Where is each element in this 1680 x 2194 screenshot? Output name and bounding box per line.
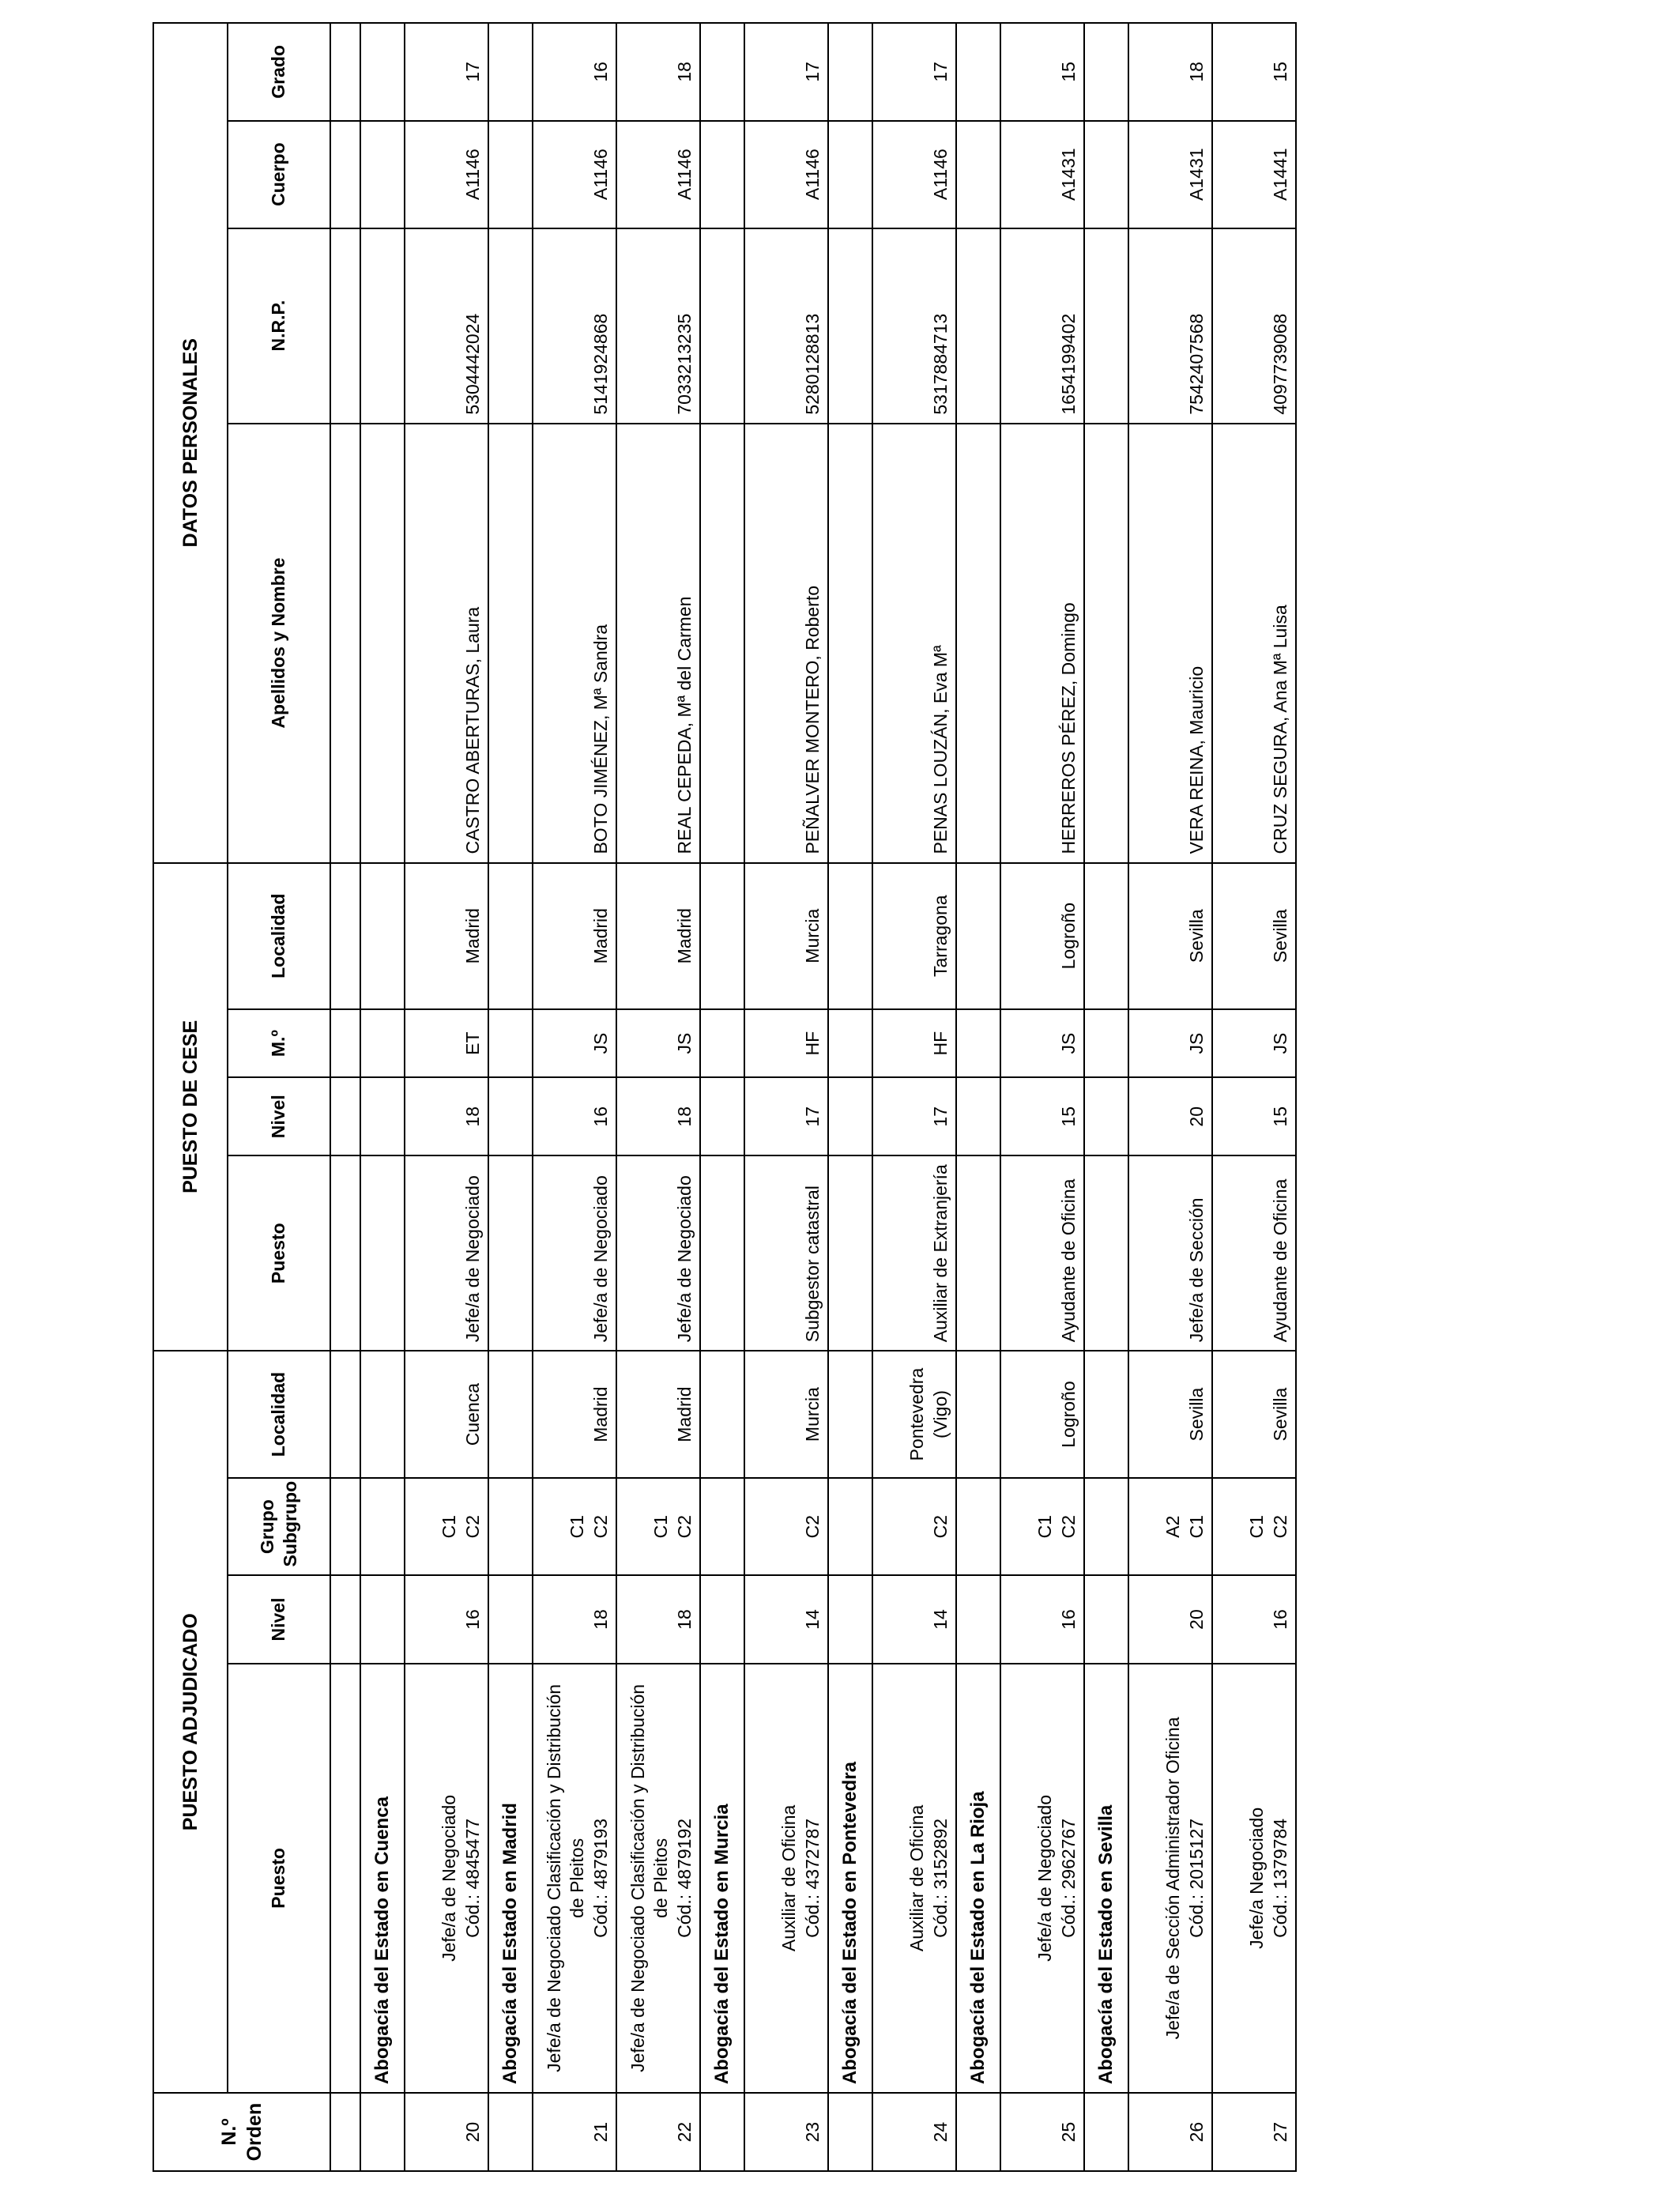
header-cese-nivel: Nivel (228, 1077, 330, 1155)
localidad-cell: Pontevedra (Vigo) (872, 1351, 956, 1478)
section-empty-cell (1084, 863, 1128, 1009)
section-empty-cell (360, 424, 405, 863)
section-empty-cell (1084, 1077, 1128, 1155)
section-empty-cell (700, 1351, 744, 1478)
section-empty-cell (1084, 424, 1128, 863)
nivel-cell: 14 (744, 1575, 828, 1663)
orden-cell: 23 (744, 2093, 828, 2171)
grupo-value: C2 (1057, 1514, 1079, 1539)
header-adj-nivel: Nivel (228, 1575, 330, 1663)
grado-cell: 17 (872, 23, 956, 121)
table-body (330, 23, 1296, 2171)
grado-cell: 16 (533, 23, 616, 121)
table-row (1000, 23, 1084, 2171)
section-empty-cell (1084, 1575, 1128, 1663)
header-group-puesto-adjudicado: PUESTO ADJUDICADO (153, 1351, 228, 2093)
section-row (360, 23, 405, 2171)
cese-localidad-cell: Murcia (744, 863, 828, 1009)
section-empty-cell (828, 23, 872, 121)
section-empty-cell (828, 424, 872, 863)
cuerpo-cell: A1431 (1000, 121, 1084, 228)
cese-m-cell: ET (405, 1009, 488, 1077)
grupo-cell (872, 1478, 956, 1576)
section-empty-cell (488, 1155, 533, 1351)
section-empty-cell (700, 1478, 744, 1576)
section-empty-cell (828, 1155, 872, 1351)
section-empty-cell (956, 1077, 1000, 1155)
nivel-cell: 16 (405, 1575, 488, 1663)
section-empty-cell (488, 1575, 533, 1663)
localidad-cell: Sevilla (1212, 1351, 1296, 1478)
nrp-cell: 5280128813 (744, 228, 828, 424)
table-row (872, 23, 956, 2171)
grupo-value: C1 (567, 1514, 588, 1539)
section-title: Abogacía del Estado en Murcia (700, 1664, 744, 2094)
cese-puesto-cell: Jefe/a de Sección (1128, 1155, 1212, 1351)
header-grado: Grado (228, 23, 330, 121)
section-empty-cell (700, 424, 744, 863)
puesto-name: Jefe/a Negociado (1246, 1807, 1268, 1949)
puesto-name: Jefe/a de Negociado Clasificación y Distribución de Pleitos (543, 1683, 588, 2072)
grupo-value: C2 (590, 1514, 611, 1539)
orden-cell: 22 (616, 2093, 700, 2171)
section-empty-cell (488, 23, 533, 121)
header-cuerpo: Cuerpo (228, 121, 330, 228)
nrp-cell: 4097739068 (1212, 228, 1296, 424)
cuerpo-cell: A1146 (405, 121, 488, 228)
section-title: Abogacía del Estado en La Rioja (956, 1664, 1000, 2094)
section-empty-cell (828, 1478, 872, 1576)
cese-m-cell: HF (872, 1009, 956, 1077)
puesto-code: Cód.: 3152892 (929, 1818, 951, 1938)
nombre-cell: PEÑALVER MONTERO, Roberto (744, 424, 828, 863)
section-empty-cell (700, 23, 744, 121)
cese-localidad-cell: Tarragona (872, 863, 956, 1009)
header-orden: N.º Orden (153, 2093, 330, 2171)
table-row (405, 23, 488, 2171)
puesto-cell (533, 1664, 616, 2094)
grado-cell: 15 (1000, 23, 1084, 121)
puesto-cell (405, 1664, 488, 2094)
grupo-cell (1000, 1478, 1084, 1576)
cese-m-cell: JS (616, 1009, 700, 1077)
header-cese-puesto: Puesto (228, 1155, 330, 1351)
spacer-row (330, 23, 360, 2171)
puesto-code: Cód.: 4879192 (673, 1818, 695, 1938)
cese-nivel-cell: 16 (533, 1077, 616, 1155)
header-adj-grupo: Grupo Subgrupo (228, 1478, 330, 1576)
cese-m-cell: HF (744, 1009, 828, 1077)
cese-m-cell: JS (1212, 1009, 1296, 1077)
puesto-code: Cód.: 2015127 (1185, 1818, 1207, 1938)
puesto-name: Jefe/a de Negociado (1034, 1794, 1056, 1962)
grado-cell: 18 (1128, 23, 1212, 121)
section-empty-cell (488, 228, 533, 424)
section-empty-cell (956, 863, 1000, 1009)
section-empty-cell (488, 863, 533, 1009)
cese-localidad-cell: Madrid (405, 863, 488, 1009)
nivel-cell: 16 (1000, 1575, 1084, 1663)
section-row (700, 23, 744, 2171)
cese-puesto-cell: Jefe/a de Negociado (405, 1155, 488, 1351)
section-title: Abogacía del Estado en Cuenca (360, 1664, 405, 2094)
orden-cell: 27 (1212, 2093, 1296, 2171)
section-empty-cell (360, 1077, 405, 1155)
section-empty-cell (360, 1155, 405, 1351)
puesto-name: Auxiliar de Oficina (778, 1804, 800, 1952)
puesto-cell (872, 1664, 956, 2094)
grupo-cell (616, 1478, 700, 1576)
table-row (744, 23, 828, 2171)
section-empty-cell (360, 1478, 405, 1576)
section-row (828, 23, 872, 2171)
header-adj-puesto: Puesto (228, 1664, 330, 2094)
section-empty-cell (360, 863, 405, 1009)
section-title: Abogacía del Estado en Pontevedra (828, 1664, 872, 2094)
section-empty-cell (956, 1478, 1000, 1576)
section-row (956, 23, 1000, 2171)
section-empty-cell (956, 1155, 1000, 1351)
nrp-cell: 7033213235 (616, 228, 700, 424)
section-empty-cell (1084, 1478, 1128, 1576)
cuerpo-cell: A1146 (533, 121, 616, 228)
section-empty-cell (956, 23, 1000, 121)
grupo-value: C1 (439, 1514, 460, 1539)
section-empty-cell (1084, 121, 1128, 228)
section-empty-cell (1084, 1009, 1128, 1077)
section-empty-cell (488, 1478, 533, 1576)
section-empty-cell (1084, 1351, 1128, 1478)
header-nrp: N.R.P. (228, 228, 330, 424)
cuerpo-cell: A1146 (616, 121, 700, 228)
cese-localidad-cell: Logroño (1000, 863, 1084, 1009)
cese-nivel-cell: 20 (1128, 1077, 1212, 1155)
cese-localidad-cell: Madrid (616, 863, 700, 1009)
cese-nivel-cell: 15 (1000, 1077, 1084, 1155)
puesto-name: Jefe/a de Negociado Clasificación y Distribución de Pleitos (627, 1683, 672, 2072)
section-empty-cell (488, 1077, 533, 1155)
cese-nivel-cell: 17 (872, 1077, 956, 1155)
header-cese-localidad: Localidad (228, 863, 330, 1009)
section-empty-cell (360, 1009, 405, 1077)
section-orden-cell (360, 2093, 405, 2171)
grupo-value: C1 (1185, 1514, 1207, 1539)
nombre-cell: VERA REINA, Mauricio (1128, 424, 1212, 863)
section-empty-cell (360, 228, 405, 424)
header-cese-m: M.º (228, 1009, 330, 1077)
nrp-cell: 5304442024 (405, 228, 488, 424)
section-empty-cell (700, 1077, 744, 1155)
section-empty-cell (828, 863, 872, 1009)
section-empty-cell (828, 1009, 872, 1077)
puesto-cell (616, 1664, 700, 2094)
cese-puesto-cell: Subgestor catastral (744, 1155, 828, 1351)
nivel-cell: 20 (1128, 1575, 1212, 1663)
nrp-cell: 5141924868 (533, 228, 616, 424)
cese-localidad-cell: Madrid (533, 863, 616, 1009)
section-empty-cell (360, 121, 405, 228)
nrp-cell: 1654199402 (1000, 228, 1084, 424)
puesto-code: Cód.: 4879193 (590, 1818, 611, 1938)
section-empty-cell (360, 23, 405, 121)
grupo-value: C2 (929, 1514, 951, 1539)
localidad-cell: Cuenca (405, 1351, 488, 1478)
section-empty-cell (828, 121, 872, 228)
nombre-cell: CASTRO ABERTURAS, Laura (405, 424, 488, 863)
puesto-cell (1212, 1664, 1296, 2094)
section-empty-cell (956, 228, 1000, 424)
section-empty-cell (956, 1009, 1000, 1077)
section-empty-cell (1084, 23, 1128, 121)
cuerpo-cell: A1146 (872, 121, 956, 228)
section-empty-cell (956, 121, 1000, 228)
localidad-cell: Madrid (616, 1351, 700, 1478)
nrp-cell: 5317884713 (872, 228, 956, 424)
nivel-cell: 18 (616, 1575, 700, 1663)
cese-localidad-cell: Sevilla (1212, 863, 1296, 1009)
cese-nivel-cell: 17 (744, 1077, 828, 1155)
nivel-cell: 16 (1212, 1575, 1296, 1663)
nombre-cell: REAL CEPEDA, Mª del Carmen (616, 424, 700, 863)
table-header (153, 23, 330, 2171)
table-row (1128, 23, 1212, 2171)
header-adj-localidad: Localidad (228, 1351, 330, 1478)
section-empty-cell (488, 1351, 533, 1478)
nombre-cell: BOTO JIMÉNEZ, Mª Sandra (533, 424, 616, 863)
orden-cell: 25 (1000, 2093, 1084, 2171)
localidad-cell: Logroño (1000, 1351, 1084, 1478)
cuerpo-cell: A1431 (1128, 121, 1212, 228)
cese-m-cell: JS (533, 1009, 616, 1077)
section-orden-cell (1084, 2093, 1128, 2171)
cese-puesto-cell: Ayudante de Oficina (1212, 1155, 1296, 1351)
grupo-cell (533, 1478, 616, 1576)
section-empty-cell (828, 1077, 872, 1155)
grupo-cell (1212, 1478, 1296, 1576)
puesto-name: Jefe/a de Sección Administrador Oficina (1162, 1717, 1184, 2040)
puesto-name: Auxiliar de Oficina (906, 1804, 928, 1952)
section-empty-cell (956, 1351, 1000, 1478)
nivel-cell: 14 (872, 1575, 956, 1663)
section-empty-cell (360, 1351, 405, 1478)
grado-cell: 15 (1212, 23, 1296, 121)
grupo-value: C1 (1246, 1514, 1268, 1539)
table-row (616, 23, 700, 2171)
section-orden-cell (488, 2093, 533, 2171)
section-empty-cell (828, 1351, 872, 1478)
table-row (1212, 23, 1296, 2171)
grupo-value: C2 (801, 1514, 823, 1539)
table-row (533, 23, 616, 2171)
grupo-cell (744, 1478, 828, 1576)
section-empty-cell (700, 228, 744, 424)
puesto-code: Cód.: 4845477 (461, 1818, 483, 1938)
cese-nivel-cell: 18 (616, 1077, 700, 1155)
section-empty-cell (488, 121, 533, 228)
cese-nivel-cell: 18 (405, 1077, 488, 1155)
puesto-code: Cód.: 1379784 (1269, 1818, 1290, 1938)
puesto-cell (1000, 1664, 1084, 2094)
puesto-name: Jefe/a de Negociado (439, 1794, 460, 1962)
section-orden-cell (700, 2093, 744, 2171)
cese-localidad-cell: Sevilla (1128, 863, 1212, 1009)
orden-cell: 26 (1128, 2093, 1212, 2171)
section-orden-cell (828, 2093, 872, 2171)
localidad-cell: Madrid (533, 1351, 616, 1478)
cuerpo-cell: A1146 (744, 121, 828, 228)
puesto-cell (744, 1664, 828, 2094)
section-empty-cell (828, 228, 872, 424)
grupo-value: C2 (1269, 1514, 1290, 1539)
grupo-value: C2 (461, 1514, 483, 1539)
adjudication-table (153, 22, 1297, 2172)
cese-puesto-cell: Auxiliar de Extranjería (872, 1155, 956, 1351)
section-empty-cell (700, 1009, 744, 1077)
cese-puesto-cell: Jefe/a de Negociado (533, 1155, 616, 1351)
section-row (488, 23, 533, 2171)
header-group-datos-personales: DATOS PERSONALES (153, 23, 228, 863)
section-empty-cell (700, 1575, 744, 1663)
section-row (1084, 23, 1128, 2171)
section-empty-cell (700, 863, 744, 1009)
grupo-value: C1 (1034, 1514, 1056, 1539)
cese-m-cell: JS (1128, 1009, 1212, 1077)
cese-m-cell: JS (1000, 1009, 1084, 1077)
grupo-cell (1128, 1478, 1212, 1576)
localidad-cell: Murcia (744, 1351, 828, 1478)
grupo-value: C1 (650, 1514, 672, 1539)
cese-puesto-cell: Ayudante de Oficina (1000, 1155, 1084, 1351)
orden-cell: 21 (533, 2093, 616, 2171)
grupo-value: C2 (673, 1514, 695, 1539)
section-empty-cell (488, 1009, 533, 1077)
section-empty-cell (956, 1575, 1000, 1663)
cese-puesto-cell: Jefe/a de Negociado (616, 1155, 700, 1351)
section-title: Abogacía del Estado en Madrid (488, 1664, 533, 2094)
cese-nivel-cell: 15 (1212, 1077, 1296, 1155)
section-empty-cell (1084, 1155, 1128, 1351)
section-title: Abogacía del Estado en Sevilla (1084, 1664, 1128, 2094)
nombre-cell: HERREROS PÉREZ, Domingo (1000, 424, 1084, 863)
section-empty-cell (828, 1575, 872, 1663)
section-empty-cell (360, 1575, 405, 1663)
section-empty-cell (700, 121, 744, 228)
orden-cell: 24 (872, 2093, 956, 2171)
nombre-cell: PENAS LOUZÁN, Eva Mª (872, 424, 956, 863)
localidad-cell: Sevilla (1128, 1351, 1212, 1478)
section-empty-cell (700, 1155, 744, 1351)
section-empty-cell (488, 424, 533, 863)
grado-cell: 17 (744, 23, 828, 121)
orden-cell: 20 (405, 2093, 488, 2171)
section-empty-cell (956, 424, 1000, 863)
rotated-document-page (153, 22, 1527, 2172)
section-empty-cell (1084, 228, 1128, 424)
grupo-cell (405, 1478, 488, 1576)
grado-cell: 17 (405, 23, 488, 121)
puesto-code: Cód.: 2962767 (1057, 1818, 1079, 1938)
cuerpo-cell: A1441 (1212, 121, 1296, 228)
section-orden-cell (956, 2093, 1000, 2171)
nombre-cell: CRUZ SEGURA, Ana Mª Luisa (1212, 424, 1296, 863)
puesto-cell (1128, 1664, 1212, 2094)
nivel-cell: 18 (533, 1575, 616, 1663)
grupo-value: A2 (1162, 1515, 1184, 1538)
header-apellidos-nombre: Apellidos y Nombre (228, 424, 330, 863)
grado-cell: 18 (616, 23, 700, 121)
nrp-cell: 7542407568 (1128, 228, 1212, 424)
puesto-code: Cód.: 4372787 (801, 1818, 823, 1938)
header-group-puesto-de-cese: PUESTO DE CESE (153, 863, 228, 1351)
